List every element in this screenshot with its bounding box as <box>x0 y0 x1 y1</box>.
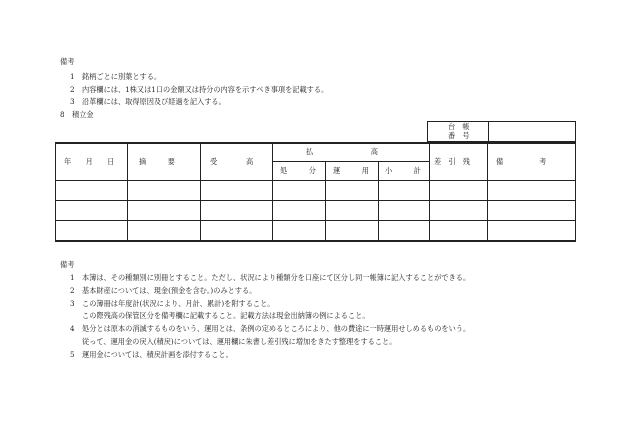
header-date: 年 月 日 <box>64 157 115 166</box>
ledger-number-value[interactable] <box>489 122 575 141</box>
header-operation: 運 用 <box>333 166 369 175</box>
bottom-note-4-text: 処分とは原本の消滅するものをいう、運用とは、条例の定めるところにより、他の費途に一時運用せしめるものをいう。 <box>82 324 471 333</box>
bottom-note-2-text: 基本財産については、現金(預金を含む。)のみとする。 <box>82 286 257 295</box>
header-subtotal: 小 計 <box>385 166 421 175</box>
table-row[interactable] <box>56 221 575 240</box>
header-summary: 摘 要 <box>139 157 175 166</box>
bottom-note-1-text: 本簿は、その種類別に別冊とすること。ただし、状況により種類分を口座にて区分し同一帳簿に記入することができる。 <box>82 273 471 282</box>
bottom-note-4c-text: 従って、運用金の戻入(積戻)については、運用欄に朱書し差引残に増加をきたす整理をすること。 <box>82 337 397 346</box>
section-number: 8 <box>60 110 65 119</box>
bottom-note-3-text: この簿冊は年度計(状況により、月計、累計)を附すること。 <box>82 299 275 308</box>
table-row[interactable] <box>56 201 575 220</box>
bottom-note-3-number: 3 <box>70 299 75 308</box>
section-title: 積立金 <box>72 110 94 119</box>
bottom-notes-title: 備考 <box>60 260 75 269</box>
top-notes-title: 備考 <box>60 57 75 66</box>
bottom-note-1-number: 1 <box>70 273 75 282</box>
bottom-note-3c-text: この際残高の保管区分を備考欄に記載すること。記載方法は現金出納簿の例によること。 <box>82 311 370 320</box>
bottom-note-5-text: 運用金については、積戻計画を添付すること。 <box>82 350 233 359</box>
header-balance: 差 引 残 <box>434 157 470 166</box>
header-payment: 払 高 <box>306 147 378 156</box>
top-note-2-number: 2 <box>70 85 75 94</box>
ledger-label-line2: 番 号 <box>448 131 470 140</box>
top-note-3-number: 3 <box>70 97 75 106</box>
header-remarks: 備 考 <box>496 157 547 166</box>
bottom-note-4-number: 4 <box>70 324 75 333</box>
header-disposal: 処 分 <box>280 166 316 175</box>
table-row[interactable] <box>56 181 575 200</box>
bottom-note-2-number: 2 <box>70 286 75 295</box>
top-note-2-text: 内容欄には、1株又は1口の金額又は持分の内容を示すべき事項を記載する。 <box>82 85 329 94</box>
bottom-note-5-number: 5 <box>70 350 75 359</box>
top-note-1-text: 銘柄ごとに別葉とする。 <box>82 72 162 81</box>
top-note-1-number: 1 <box>70 72 75 81</box>
header-receipt: 受 高 <box>210 157 254 166</box>
ledger-label-line1: 台 帳 <box>448 122 470 131</box>
top-note-3-text: 沿革欄には、取得原因及び経過を記入する。 <box>82 97 226 106</box>
